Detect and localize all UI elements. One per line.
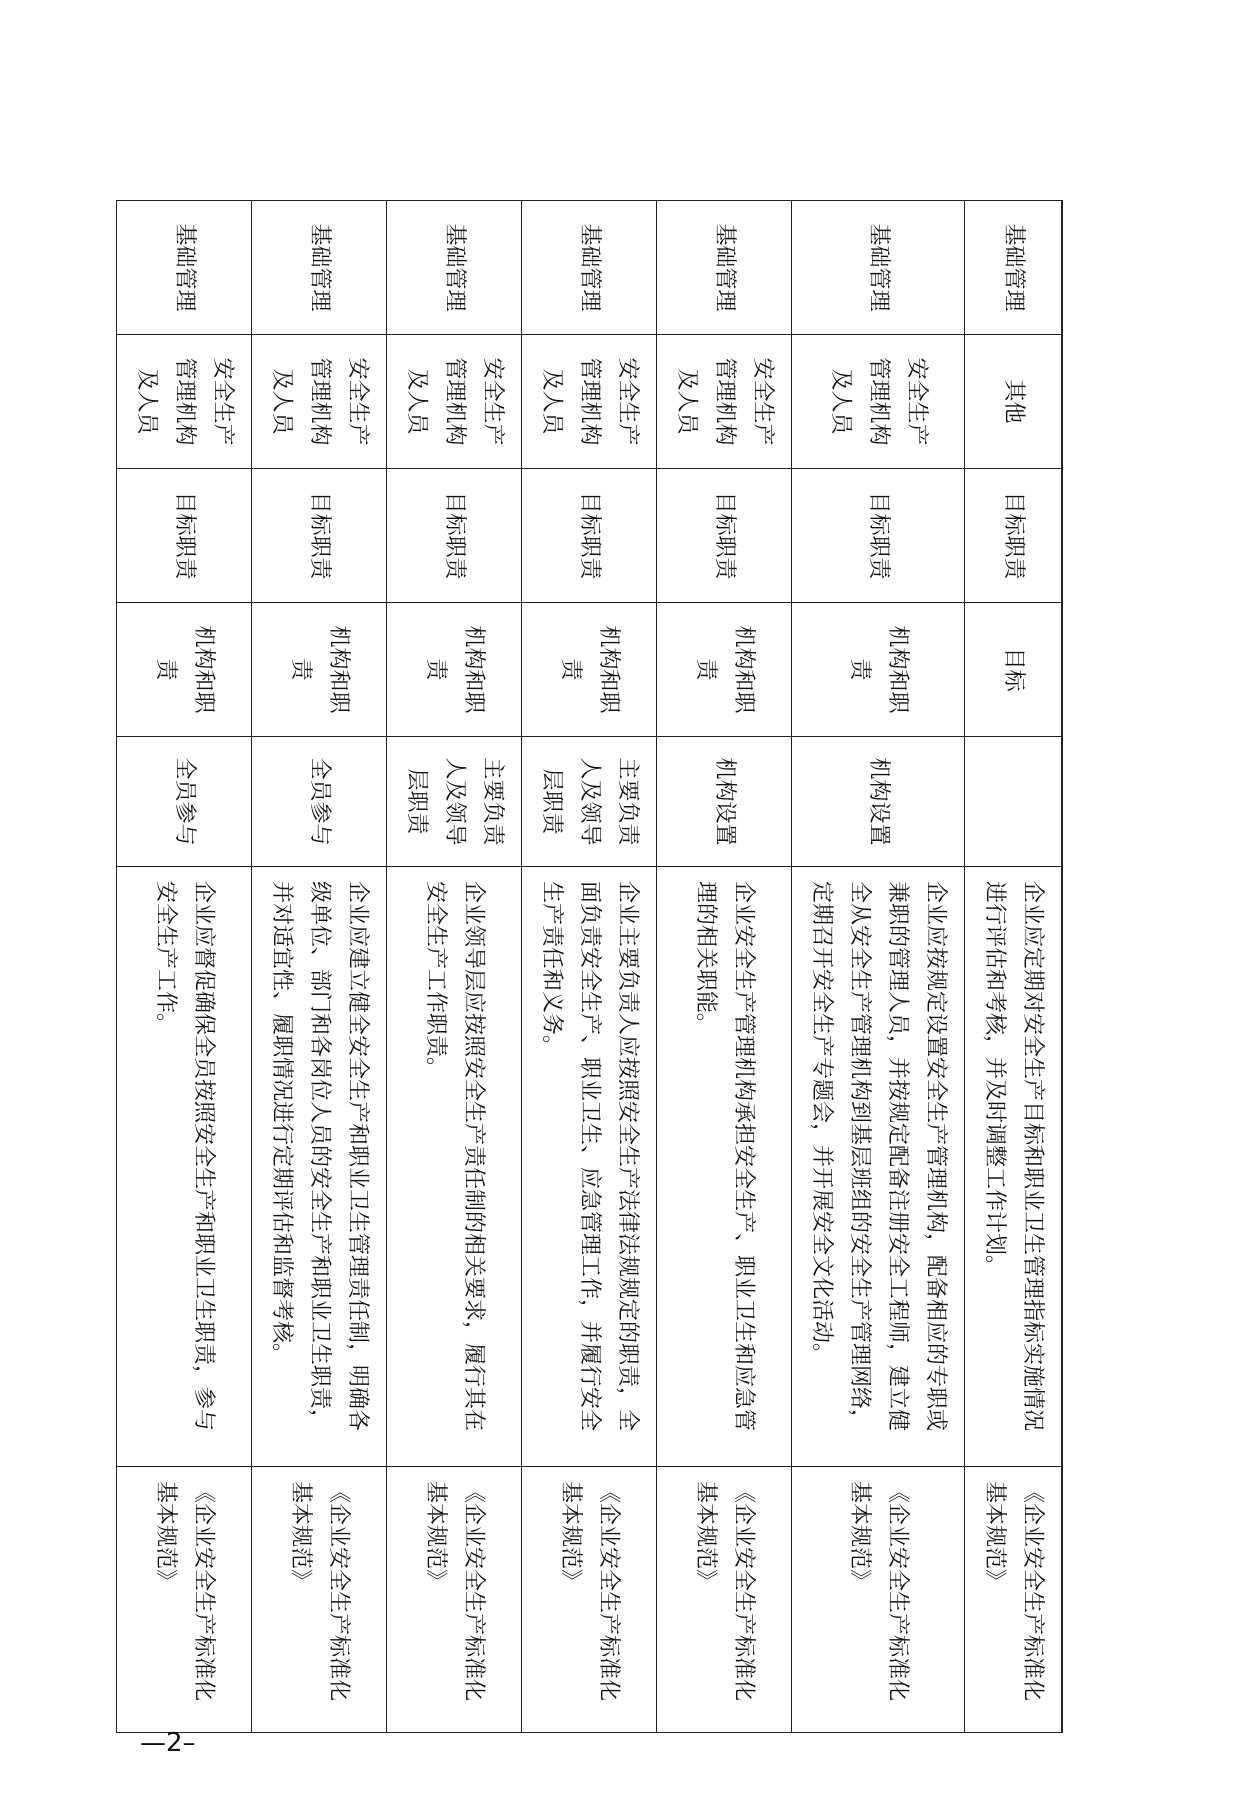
basis-cell: 《企业安全生产标准化基本规范》 (387, 1467, 522, 1733)
category-cell: 基础管理 (252, 201, 387, 335)
requirement-cell: 企业应按规定设置安全生产管理机构，配备相应的专职或兼职的管理人员，并按规定配备注册安全工程师，建立健全从安全生产管理机构到基层班组的安全生产管理网络，定期召开安全生产专题会，并开展安全文化活动。 (792, 867, 965, 1467)
table-row (522, 201, 657, 1733)
requirement-cell: 企业主要负责人应按照安全生产法律法规规定的职责，全面负责安全生产、职业卫生、应急管理工作，并履行安全生产责任和义务。 (522, 867, 657, 1467)
basis-cell: 《企业安全生产标准化基本规范》 (657, 1467, 792, 1733)
item-cell: 机构和职责 (252, 603, 387, 737)
item-cell: 机构和职责 (657, 603, 792, 737)
subitem-cell: 机构设置 (792, 737, 965, 867)
category-cell: 基础管理 (387, 201, 522, 335)
requirement-cell: 企业应建立健全安全生产和职业卫生管理责任制，明确各级单位、部门和各岗位人员的安全生产和职业卫生职责，并对适宜性、履职情况进行定期评估和监督考核。 (252, 867, 387, 1467)
subitem-cell (965, 737, 1063, 867)
subcategory-cell: 安全生产管理机构及人员 (522, 335, 657, 469)
subitem-cell: 主要负责人及领导层职责 (522, 737, 657, 867)
table-row (252, 201, 387, 1733)
category-cell: 基础管理 (522, 201, 657, 335)
element-cell: 目标职责 (657, 469, 792, 603)
requirement-cell: 企业应督促确保全员按照安全生产和职业卫生职责，参与安全生产工作。 (117, 867, 252, 1467)
requirement-cell: 企业领导层应按照安全生产责任制的相关要求，履行其在安全生产工作职责。 (387, 867, 522, 1467)
table-row (792, 201, 965, 1733)
category-cell: 基础管理 (965, 201, 1063, 335)
requirement-cell: 企业安全生产管理机构承担安全生产、职业卫生和应急管理的相关职能。 (657, 867, 792, 1467)
subcategory-cell: 安全生产管理机构及人员 (117, 335, 252, 469)
table-row (387, 201, 522, 1733)
element-cell: 目标职责 (252, 469, 387, 603)
subitem-cell: 全员参与 (252, 737, 387, 867)
element-cell: 目标职责 (965, 469, 1063, 603)
subitem-cell: 机构设置 (657, 737, 792, 867)
basis-cell: 《企业安全生产标准化基本规范》 (522, 1467, 657, 1733)
table-row (117, 201, 252, 1733)
element-cell: 目标职责 (117, 469, 252, 603)
basis-cell: 《企业安全生产标准化基本规范》 (252, 1467, 387, 1733)
category-cell: 基础管理 (657, 201, 792, 335)
table-row (657, 201, 792, 1733)
page-number: —2– (140, 1728, 196, 1758)
table-row (965, 201, 1063, 1733)
standards-table (116, 200, 1063, 1733)
element-cell: 目标职责 (522, 469, 657, 603)
item-cell: 机构和职责 (117, 603, 252, 737)
category-cell: 基础管理 (117, 201, 252, 335)
requirement-cell: 企业应定期对安全生产目标和职业卫生管理指标实施情况进行评估和考核，并及时调整工作计划。 (965, 867, 1063, 1467)
basis-cell: 《企业安全生产标准化基本规范》 (792, 1467, 965, 1733)
subcategory-cell: 安全生产管理机构及人员 (792, 335, 965, 469)
subitem-cell: 全员参与 (117, 737, 252, 867)
subcategory-cell: 安全生产管理机构及人员 (657, 335, 792, 469)
basis-cell: 《企业安全生产标准化基本规范》 (117, 1467, 252, 1733)
element-cell: 目标职责 (387, 469, 522, 603)
subcategory-cell: 安全生产管理机构及人员 (387, 335, 522, 469)
item-cell: 目标 (965, 603, 1063, 737)
item-cell: 机构和职责 (387, 603, 522, 737)
subitem-cell: 主要负责人及领导层职责 (387, 737, 522, 867)
item-cell: 机构和职责 (792, 603, 965, 737)
basis-cell: 《企业安全生产标准化基本规范》 (965, 1467, 1063, 1733)
subcategory-cell: 其他 (965, 335, 1063, 469)
category-cell: 基础管理 (792, 201, 965, 335)
element-cell: 目标职责 (792, 469, 965, 603)
subcategory-cell: 安全生产管理机构及人员 (252, 335, 387, 469)
rotated-table-wrapper (134, 200, 1063, 1732)
item-cell: 机构和职责 (522, 603, 657, 737)
